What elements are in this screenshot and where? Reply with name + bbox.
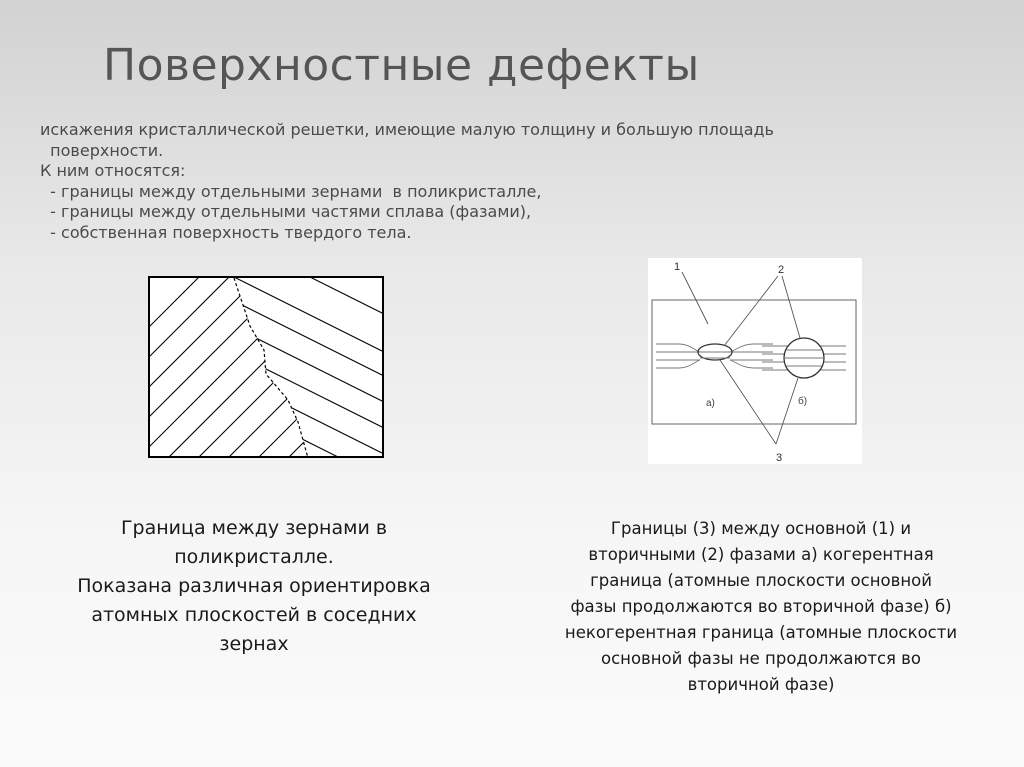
caption-line: Показана различная ориентировка (77, 575, 431, 597)
caption-grain-boundary (48, 514, 460, 659)
caption-line: поликристалле. (174, 546, 334, 568)
label-3: 3 (776, 452, 783, 464)
intro-text (40, 120, 774, 243)
caption-line: вторичной фазе) (687, 675, 835, 694)
intro-line: - границы между отдельными частями сплава (фазами), (40, 202, 532, 221)
caption-line: основной фазы не продолжаются во (600, 649, 922, 668)
caption-line: фазы продолжаются во вторичной фазе) б) (570, 597, 952, 616)
grain-boundary-diagram (148, 276, 384, 458)
intro-line: - границы между отдельными зернами в поликристалле, (40, 181, 542, 201)
label-b: б) (798, 396, 808, 407)
coherent-boundary-figure (656, 344, 773, 368)
intro-line: поверхности. (40, 140, 164, 160)
caption-line: Граница между зернами в (120, 517, 388, 539)
slide-title: Поверхностные дефекты (103, 40, 700, 91)
caption-phase-boundary (525, 516, 997, 698)
incoherent-boundary-figure (762, 338, 846, 378)
label-2: 2 (778, 264, 785, 276)
intro-line: К ним относятся: (40, 161, 186, 180)
caption-line: вторичными (2) фазами а) когерентная (588, 545, 934, 564)
caption-line: Границы (3) между основной (1) и (610, 519, 912, 538)
label-1: 1 (674, 261, 681, 273)
intro-line: - собственная поверхность твердого тела. (40, 222, 412, 242)
caption-line: зернах (219, 633, 289, 655)
intro-line: искажения кристаллической решетки, имеющие малую толщину и большую площадь (40, 120, 774, 139)
caption-line: некогерентная граница (атомные плоскости (564, 623, 958, 642)
caption-line: граница (атомные плоскости основной (590, 571, 932, 590)
pointer-lines (682, 272, 800, 444)
label-a: а) (706, 398, 715, 409)
phase-boundary-diagram (648, 258, 862, 464)
caption-line: атомных плоскостей в соседних (91, 604, 417, 626)
